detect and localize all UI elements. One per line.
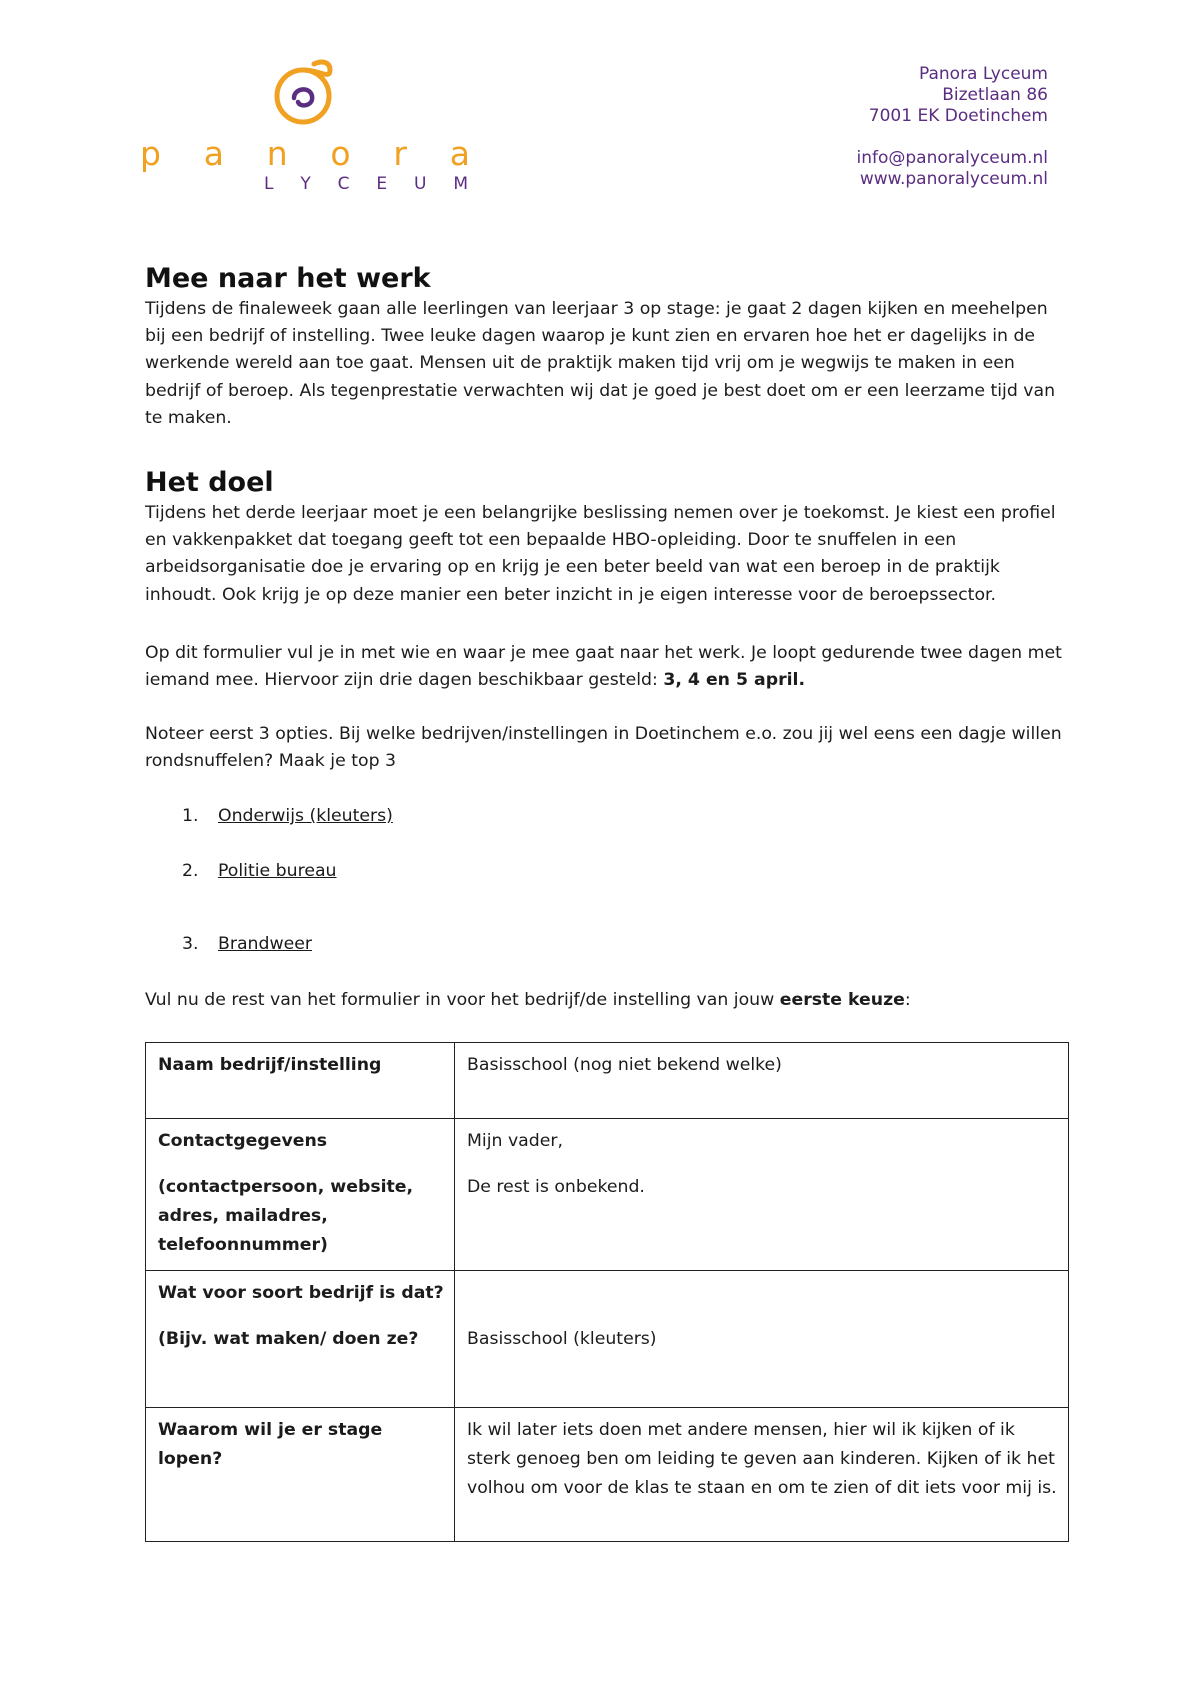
panora-logo <box>140 54 470 194</box>
school-street: Bizetlaan 86 <box>942 85 1048 105</box>
section-title: Het doel <box>145 467 274 498</box>
rest-instructions: Vul nu de rest van het formulier in voor het bedrijf/de instelling van jouw eerste keuze: <box>145 990 911 1010</box>
value-contact[interactable]: Mijn vader, De rest is onbekend. <box>455 1119 1069 1271</box>
section-title: Mee naar het werk <box>145 263 431 294</box>
table-row <box>146 1271 1069 1408</box>
school-name: Panora Lyceum <box>918 64 1048 84</box>
list-item: 2. Politie bureau <box>182 861 337 881</box>
internship-form-table <box>145 1042 1069 1542</box>
top3-instructions: Noteer eerst 3 opties. Bij welke bedrijven/instellingen in Doetinchem e.o. zou jij wel eens een dagje willen rondsnuffelen? Maak je top 3 <box>145 724 1062 772</box>
table-row <box>146 1408 1069 1542</box>
available-dates: 3, 4 en 5 april. <box>663 670 806 691</box>
label-motivation: Waarom wil je er stage lopen? <box>146 1408 455 1542</box>
table-row <box>146 1043 1069 1119</box>
logo-subtitle: L Y C E U M <box>264 174 468 194</box>
value-motivation[interactable]: Ik wil later iets doen met andere mensen, hier wil ik kijken of ik sterk genoeg ben om leiding te geven aan kinderen. Kijken of ik het volhou om voor de klas te staan en om te zien of dit iets voor mij is. <box>455 1408 1069 1542</box>
list-item: 1. Onderwijs (kleuters) <box>182 806 393 826</box>
label-company-type: Wat voor soort bedrijf is dat? (Bijv. wat maken/ doen ze? <box>146 1271 455 1408</box>
logo-swirl-icon <box>270 58 340 128</box>
label-contact: Contactgegevens (contactpersoon, website, adres, mailadres, telefoonnummer) <box>146 1119 455 1271</box>
value-company-name[interactable]: Basisschool (nog niet bekend welke) <box>455 1043 1069 1119</box>
school-city: 7001 EK Doetinchem <box>868 106 1048 126</box>
table-row <box>146 1119 1069 1271</box>
section-mee-naar-het-werk <box>145 262 1065 432</box>
logo-wordmark: p a n o r a <box>140 134 470 173</box>
school-address <box>857 64 1049 190</box>
school-website-link[interactable]: www.panoralyceum.nl <box>859 169 1048 189</box>
section-text: Tijdens de finaleweek gaan alle leerlingen van leerjaar 3 op stage: je gaat 2 dagen kijken en meehelpen bij een bedrijf of instelling. Twee leuke dagen waarop je kunt zien en ervaren hoe het er dagelijks in de werkende wereld aan toe gaat. Mensen uit de praktijk maken tijd vrij om je wegwijs te maken in een bedrijf of beroep. Als tegenprestatie verwachten wij dat je goed je best doet om er een leerzame tijd van te maken. <box>145 299 1056 428</box>
label-company-name: Naam bedrijf/instelling <box>146 1043 455 1119</box>
value-company-type[interactable]: Basisschool (kleuters) <box>455 1271 1069 1408</box>
section-text: Tijdens het derde leerjaar moet je een belangrijke beslissing nemen over je toekomst. Je kiest een profiel en vakkenpakket dat toegang geeft tot een bepaalde HBO-opleiding. Door te snuffelen in een arbeidsorganisatie doe je ervaring op en krijg je een beter beeld van wat een beroep in de praktijk inhoudt. Ook krijg je op deze manier een beter inzicht in je eigen interesse voor de beroepssector. <box>145 503 1056 605</box>
form-instructions: Op dit formulier vul je in met wie en waar je mee gaat naar het werk. Je loopt gedurende twee dagen met iemand mee. Hiervoor zijn drie dagen beschikbaar gesteld: 3, 4 en 5 april. <box>145 643 1062 691</box>
school-email-link[interactable]: info@panoralyceum.nl <box>856 148 1048 168</box>
section-het-doel <box>145 466 1065 609</box>
list-item: 3. Brandweer <box>182 934 312 954</box>
